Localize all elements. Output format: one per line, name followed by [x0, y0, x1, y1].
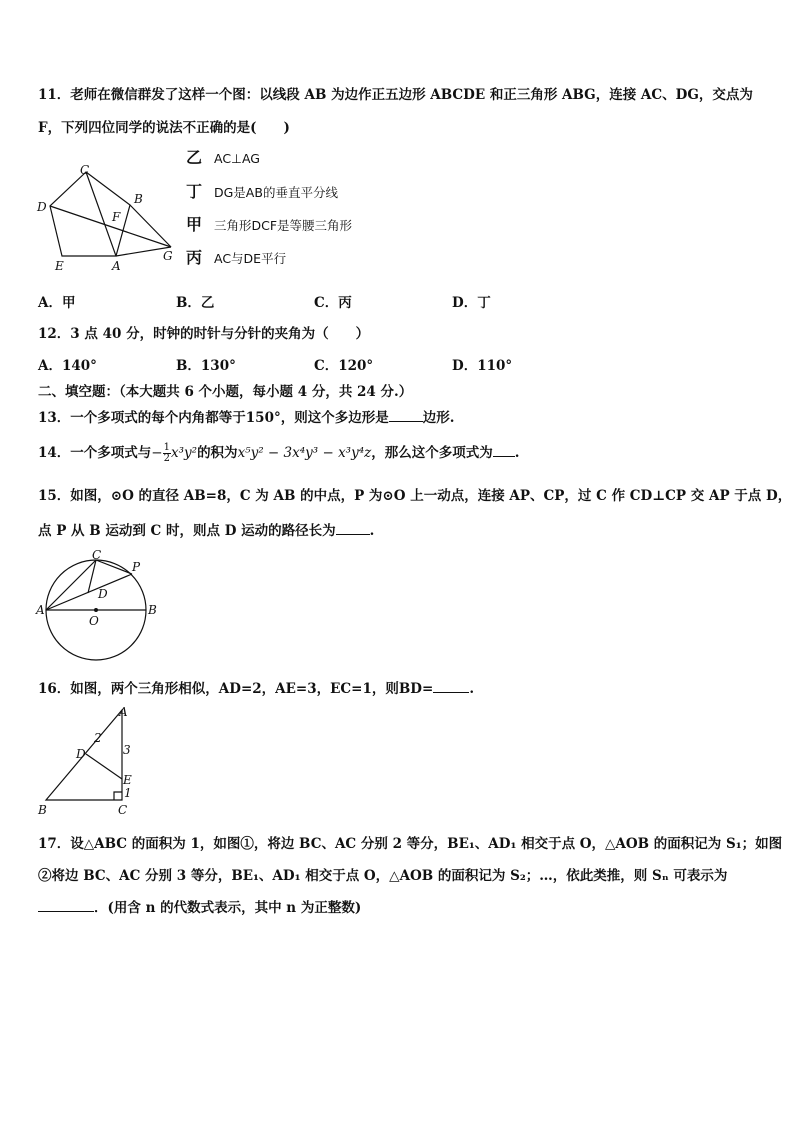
statement-tag: 甲	[186, 215, 203, 234]
label-ec-length: 1	[124, 786, 132, 800]
segment-cd	[88, 560, 96, 593]
label-b: B	[148, 603, 157, 617]
q13-after: 边形.	[422, 410, 455, 426]
segment-ap	[46, 574, 132, 610]
q16-after: .	[469, 681, 475, 697]
statement-tag: 丙	[186, 248, 203, 267]
label-f: F	[112, 210, 121, 224]
q11-statement-1	[186, 145, 260, 168]
q15-line2	[38, 519, 374, 539]
label-ad-length: 2	[94, 731, 102, 745]
label-a: A	[112, 259, 121, 273]
statement-text: DG是AB的垂直平分线	[214, 185, 338, 200]
q15-circle-figure	[34, 548, 162, 663]
label-p: P	[132, 560, 141, 574]
q11-option-d[interactable]: D．丁	[452, 295, 491, 311]
q17-line1: 17．设△ABC 的面积为 1，如图①，将边 BC、AC 分别 2 等分，BE₁、AD₁ 相交于点 O，△AOB 的面积记为 S₁；如图	[38, 836, 783, 852]
q14-before: 14．一个多项式与	[38, 445, 152, 461]
label-a: A	[119, 705, 128, 719]
q14-monomial: x³y²	[170, 445, 198, 461]
q11-line2: F，下列四位同学的说法不正确的是( )	[38, 120, 290, 136]
statement-text: 三角形DCF是等腰三角形	[214, 218, 353, 233]
statement-text: AC⊥AG	[214, 151, 260, 166]
statement-tag: 丁	[186, 182, 203, 201]
q17-line3	[38, 896, 361, 916]
q16-answer-blank[interactable]	[433, 680, 469, 693]
q12-option-c[interactable]: C．120°	[314, 358, 374, 374]
label-b: B	[38, 803, 47, 817]
segment-de	[86, 754, 122, 779]
q16-line	[38, 677, 474, 697]
q14-fraction	[163, 443, 171, 464]
q13-line	[38, 406, 454, 426]
q15-answer-blank[interactable]	[336, 522, 370, 535]
label-g: G	[163, 249, 173, 263]
q16-triangle-figure	[34, 702, 144, 820]
q11-line1: 11．老师在微信群发了这样一个图：以线段 AB 为边作正五边形 ABCDE 和正三角形 ABG，连接 AC、DG，交点为	[38, 87, 753, 103]
q14-end: .	[514, 445, 520, 461]
statement-tag: 乙	[186, 148, 203, 167]
q11-option-b[interactable]: B．乙	[176, 295, 215, 311]
label-b: B	[134, 192, 143, 206]
q17-after: ．(用含 n 的代数式表示，其中 n 为正整数)	[94, 900, 362, 916]
q14-product: x⁵y² − 3x⁴y³ − x³y⁴z	[237, 445, 372, 461]
q17-line2: ②将边 BC、AC 分别 3 等分，BE₁、AD₁ 相交于点 O，△AOB 的面积记为 S₂；…，依此类推，则 Sₙ 可表示为	[38, 868, 728, 884]
label-d: D	[37, 200, 47, 214]
label-c: C	[80, 163, 90, 177]
segment-ac	[46, 560, 96, 610]
q13-answer-blank[interactable]	[389, 409, 423, 422]
q11-option-c[interactable]: C．丙	[314, 295, 352, 311]
section-fill-in-heading: 二、填空题：（本大题共 6 个小题，每小题 4 分，共 24 分.）	[38, 384, 413, 400]
q14-line: 14．一个多项式与− $\frac{1}{2}$ x³y²的积为x⁵y² − 3x⁴y³ − x³y⁴z，那么这个多项式为 .	[38, 442, 520, 464]
center-dot	[94, 608, 98, 612]
q14-after: ，那么这个多项式为	[371, 445, 493, 461]
label-e: E	[123, 773, 132, 787]
q14-answer-blank[interactable]	[493, 444, 515, 457]
q12-option-d[interactable]: D．110°	[452, 358, 513, 374]
label-a: A	[36, 603, 45, 617]
label-o: O	[89, 614, 99, 628]
q15-line1: 15．如图，⊙O 的直径 AB=8，C 为 AB 的中点，P 为⊙O 上一动点，连接 AP、CP，过 C 作 CD⊥CP 交 AP 于点 D，	[38, 488, 792, 504]
q15-after: .	[369, 523, 375, 539]
q11-pentagon-figure	[30, 160, 180, 275]
statement-text: AC与DE平行	[214, 251, 287, 266]
q16-before: 16．如图，两个三角形相似，AD=2，AE=3，EC=1，则BD=	[38, 681, 434, 697]
q11-statement-3	[186, 212, 352, 235]
label-ae-length: 3	[123, 743, 131, 757]
label-d: D	[76, 747, 86, 761]
fraction-denominator: 2	[163, 453, 170, 464]
right-angle-mark	[114, 792, 122, 800]
q13-before: 13．一个多项式的每个内角都等于150°，则这个多边形是	[38, 410, 389, 426]
q12-text: 12．3 点 40 分，时钟的时针与分针的夹角为（ ）	[38, 326, 370, 342]
q15-before: 点 P 从 B 运动到 C 时，则点 D 运动的路径长为	[38, 523, 336, 539]
label-e: E	[55, 259, 64, 273]
label-c: C	[92, 548, 102, 562]
label-d: D	[98, 587, 108, 601]
q12-option-b[interactable]: B．130°	[176, 358, 236, 374]
q14-middle: 的积为	[197, 445, 238, 461]
q11-option-a[interactable]: A．甲	[38, 295, 76, 311]
segment-bg	[130, 205, 171, 247]
q17-answer-blank[interactable]	[38, 899, 94, 912]
q12-option-a[interactable]: A．140°	[38, 358, 97, 374]
q11-statement-4	[186, 245, 286, 268]
segment-cp	[96, 560, 132, 574]
label-c: C	[118, 803, 128, 817]
fraction-numerator: 1	[163, 442, 170, 453]
q11-statement-2	[186, 179, 338, 202]
